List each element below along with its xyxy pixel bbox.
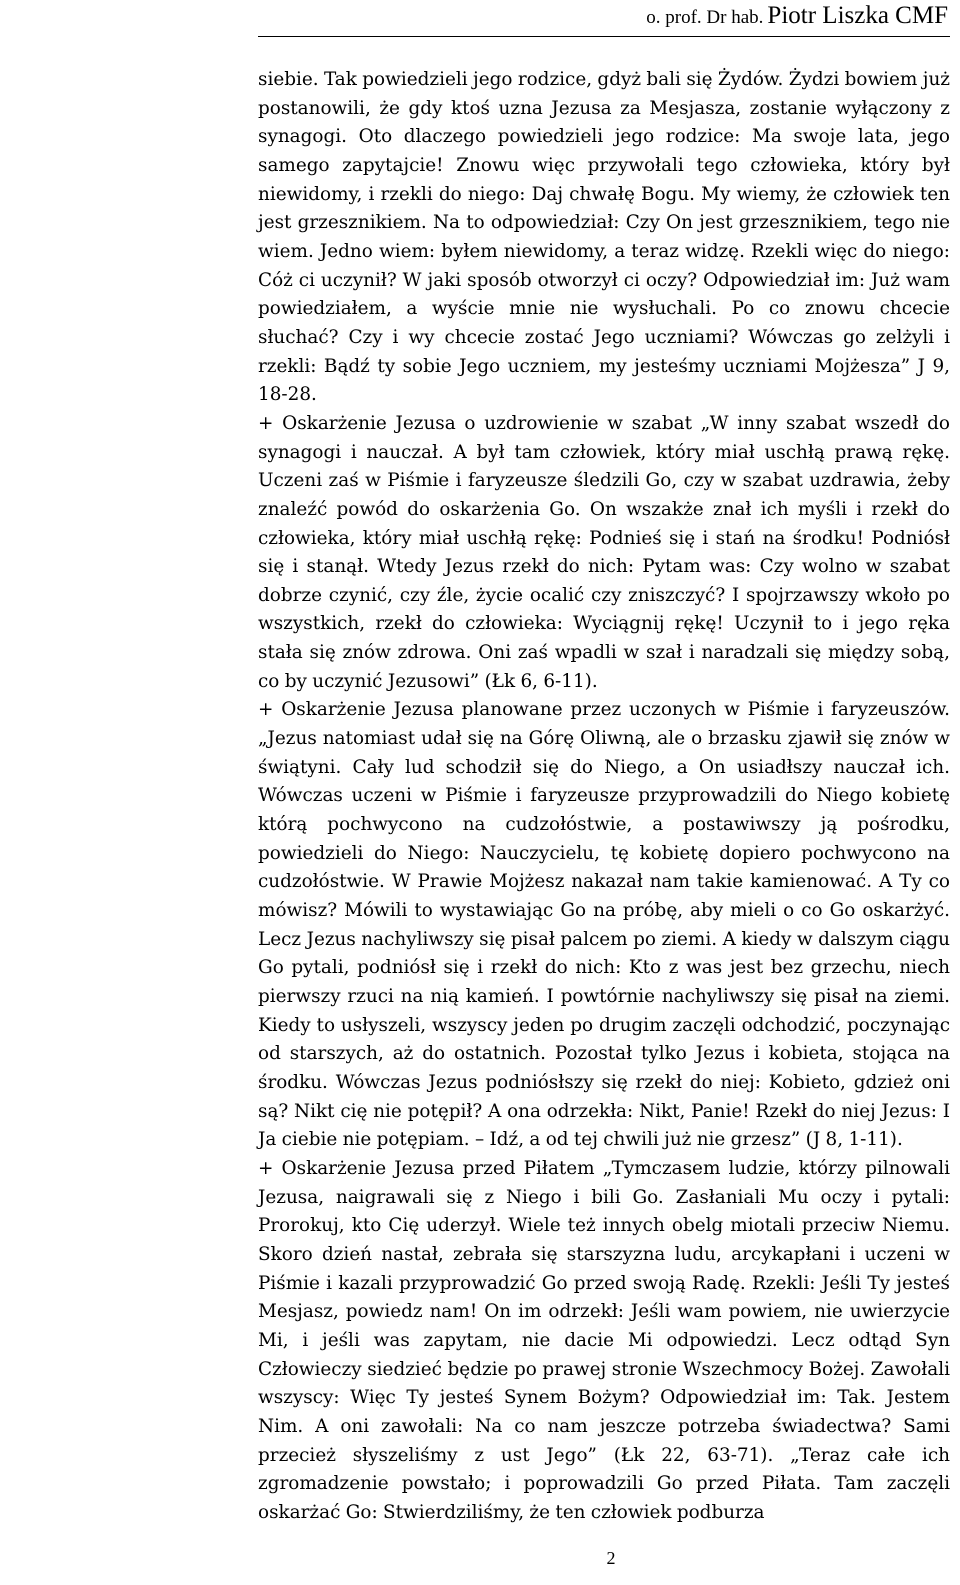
header-author: Piotr Liszka CMF	[767, 2, 948, 29]
paragraph-john-9: siebie. Tak powiedzieli jego rodzice, gdyż bali się Żydów. Żydzi bowiem już postanowili, że gdy ktoś uzna Jezusa za Mesjasza, zostanie wyłączony z synagogi. Oto dlaczego powiedzieli jego rodzice: Ma swoje lata, jego samego zapytajcie! Znowu więc przywołali tego człowieka, który był niewidomy, i rzekli do niego: Daj chwałę Bogu. My wiemy, że człowiek ten jest grzesznikiem. Na to odpowiedział: Czy On jest grzesznikiem, tego nie wiem. Jedno wiem: byłem niewidomy, a teraz widzę. Rzekli więc do niego: Cóż ci uczynił? W jaki sposób otworzył ci oczy? Odpowiedział im: Już wam powiedziałem, a wyście mnie nie wysłuchali. Po co znowu chcecie słuchać? Czy i wy chcecie zostać Jego uczniami? Wówczas go zelżyli i rzekli: Bądź ty sobie Jego uczniem, my jesteśmy uczniami Mojżesza” J 9, 18-28.	[258, 69, 950, 406]
body-text	[258, 66, 950, 1527]
page-header	[646, 2, 948, 30]
page-number: 2	[606, 1548, 616, 1568]
paragraph-john-8: + Oskarżenie Jezusa planowane przez uczonych w Piśmie i faryzeuszów. „Jezus natomiast udał się na Górę Oliwną, ale o brzasku zjawił się znów w świątyni. Cały lud schodził się do Niego, a On usiadłszy nauczał ich. Wówczas uczeni w Piśmie i faryzeusze przyprowadzili do Niego kobietę którą pochwycono na cudzołóstwie, a postawiwszy ją pośrodku, powiedzieli do Niego: Nauczycielu, tę kobietę dopiero pochwycono na cudzołóstwie. W Prawie Mojżesz nakazał nam takie kamienować. A Ty co mówisz? Mówili to wystawiając Go na próbę, aby mieli o co Go oskarżyć. Lecz Jezus nachyliwszy się pisał palcem po ziemi. A kiedy w dalszym ciągu Go pytali, podniósł się i rzekł do nich: Kto z was jest bez grzechu, niech pierwszy rzuci na nią kamień. I powtórnie nachyliwszy się pisał na ziemi. Kiedy to usłyszeli, wszyscy jeden po drugim zaczęli odchodzić, poczynając od starszych, aż do ostatnich. Pozostał tylko Jezus i kobieta, stojąca na środku. Wówczas Jezus podniósłszy się rzekł do niej: Kobieto, gdzież oni są? Nikt cię nie potępił? A ona odrzekła: Nikt, Panie! Rzekł do niej Jezus: I Ja ciebie nie potępiam. – Idź, a od tej chwili już nie grzesz” (J 8, 1-11).	[258, 699, 950, 1151]
header-rule	[258, 36, 950, 37]
paragraph-luke-22: + Oskarżenie Jezusa przed Piłatem „Tymczasem ludzie, którzy pilnowali Jezusa, naigrawali się z Niego i bili Go. Zasłaniali Mu oczy i pytali: Prorokuj, kto Cię uderzył. Wiele też innych obelg miotali przeciw Niemu. Skoro dzień nastał, zebrała się starszyzna ludu, arcykapłani i uczeni w Piśmie i kazali przyprowadzić Go przed swoją Radę. Rzekli: Jeśli Ty jesteś Mesjasz, powiedz nam! On im odrzekł: Jeśli wam powiem, nie uwierzycie Mi, i jeśli was zapytam, nie dacie Mi odpowiedzi. Lecz odtąd Syn Człowieczy siedzieć będzie po prawej stronie Wszechmocy Bożej. Zawołali wszyscy: Więc Ty jesteś Synem Bożym? Odpowiedział im: Tak. Jestem Nim. A oni zawołali: Na co nam jeszcze potrzeba świadectwa? Sami przecież słyszeliśmy z ust Jego” (Łk 22, 63-71). „Teraz całe ich zgromadzenie powstało; i poprowadzili Go przed Piłata. Tam zaczęli oskarżać Go: Stwierdziliśmy, że ten człowiek podburza	[258, 1157, 950, 1523]
header-prefix: o. prof. Dr hab.	[646, 7, 764, 28]
paragraph-luke-6: + Oskarżenie Jezusa o uzdrowienie w szabat „W inny szabat wszedł do synagogi i nauczał. A był tam człowiek, który miał uschłą prawą rękę. Uczeni zaś w Piśmie i faryzeusze śledzili Go, czy w szabat uzdrawia, żeby znaleźć powód do oskarżenia Go. On wszakże znał ich myśli i rzekł do człowieka, który miał uschłą rękę: Podnieś się i stań na środku! Podniósł się i stanął. Wtedy Jezus rzekł do nich: Pytam was: Czy wolno w szabat dobrze czynić, czy źle, życie ocalić czy zniszczyć? I spojrzawszy wkoło po wszystkich, rzekł do człowieka: Wyciągnij rękę! Uczynił to i jego ręka stała się znów zdrowa. Oni zaś wpadli w szał i naradzali się między sobą, co by uczynić Jezusowi” (Łk 6, 6-11).	[258, 412, 950, 692]
